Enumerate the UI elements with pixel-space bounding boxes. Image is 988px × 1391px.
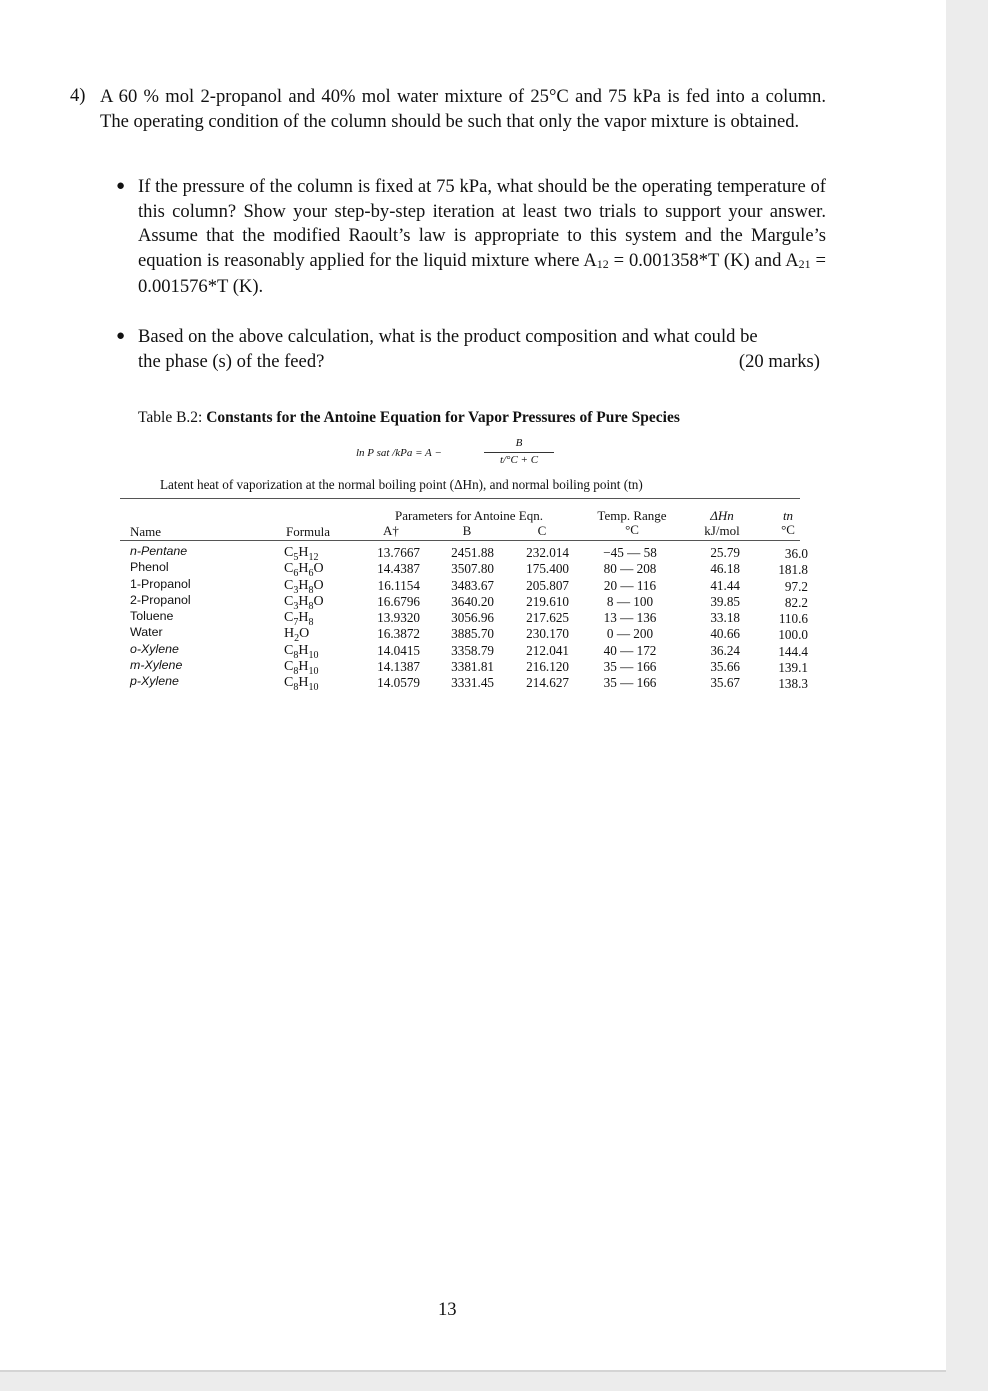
bullet-dot-icon: ● (116, 178, 126, 194)
table-cell-formula: $C_3H_8O$ (284, 593, 324, 612)
table-cell-c: 212.041 (526, 642, 569, 658)
table-cell-formula: $C_5H_{12}$ (284, 545, 319, 563)
table-cell-c: 205.807 (526, 577, 569, 593)
table-cell-b: 3483.67 (451, 577, 494, 593)
bullet-temperature-question (138, 175, 826, 300)
table-cell-b: 3358.79 (451, 642, 494, 658)
header-b: B (462, 523, 472, 538)
antoine-equation-fraction (484, 437, 554, 466)
table-cell-name: m-Xylene (130, 658, 183, 673)
marks-label: (20 marks) (738, 350, 820, 372)
table-cell-c: 217.625 (526, 610, 569, 626)
table-cell-c: 214.627 (526, 675, 569, 691)
viewer-bottom-margin (0, 1370, 946, 1391)
table-cell-tn: 82.2 (784, 594, 808, 610)
table-cell-a: 16.6796 (377, 593, 420, 609)
table-cell-b: 3507.80 (451, 561, 494, 577)
table-cell-b: 2451.88 (451, 545, 494, 560)
table-cell-b: 3056.96 (451, 610, 494, 626)
table-cell-temp-range: 40 — 172 (603, 642, 657, 658)
table-cell-formula: $C_8H_{10}$ (284, 642, 319, 661)
table-cell-a: 14.1387 (377, 659, 420, 675)
header-delta-h: ΔHn (710, 508, 734, 523)
table-cell-c: 219.610 (526, 593, 569, 609)
header-a: A† (383, 523, 399, 538)
table-cell-name: 1-Propanol (130, 576, 191, 591)
table-cell-c: 216.120 (526, 659, 569, 675)
table-cell-b: 3331.45 (451, 675, 494, 691)
table-cell-delta-h: 35.67 (710, 675, 740, 691)
page-number: 13 (438, 1299, 457, 1320)
table-cell-c: 232.014 (526, 545, 569, 560)
table-cell-b: 3381.81 (451, 659, 494, 675)
antoine-equation-left: ln P sat /kPa = A − (356, 447, 442, 459)
bullet-composition-question (138, 325, 826, 374)
header-name: Name (130, 524, 162, 539)
a21-value: = 0.001576*T (K). (138, 250, 826, 297)
header-delta-h-unit: kJ/mol (704, 523, 740, 538)
table-cell-tn: 138.3 (778, 676, 808, 692)
header-antoine-params: Parameters for Antoine Eqn. (394, 508, 543, 523)
c-column (510, 545, 569, 692)
formula-column (284, 545, 324, 692)
table-cell-temp-range: 0 — 200 (606, 626, 654, 642)
table-cell-tn: 144.4 (778, 643, 808, 659)
table-cell-formula: $C_6H_6O$ (284, 561, 324, 580)
equation-numerator: B (515, 437, 523, 449)
table-cell-tn: 181.8 (778, 562, 808, 578)
table-cell-name: Toluene (130, 609, 174, 624)
table-cell-name: Water (130, 625, 163, 640)
header-temp-unit: °C (625, 522, 639, 537)
a21-subscript: 21 (798, 257, 811, 272)
a21-label: A (785, 250, 799, 272)
bullet-dot-icon: ● (116, 328, 126, 344)
table-cell-delta-h: 40.66 (710, 626, 740, 642)
table-cell-temp-range: 13 — 136 (603, 610, 657, 626)
table-title-text: Constants for the Antoine Equation for Vapor Pressures of Pure Species (206, 409, 680, 426)
temp-range-column (588, 545, 672, 692)
table-cell-a: 14.0415 (377, 642, 420, 658)
table-cell-delta-h: 46.18 (710, 561, 740, 577)
header-formula: Formula (286, 524, 331, 539)
header-tn-unit: °C (781, 522, 795, 537)
header-c: C (537, 523, 547, 538)
table-cell-temp-range: 80 — 208 (603, 561, 657, 577)
table-cell-b: 3885.70 (451, 626, 494, 642)
table-cell-a: 16.1154 (377, 577, 420, 593)
table-cell-formula: $C_7H_8$ (284, 610, 314, 628)
equation-denominator: t/°C + C (499, 454, 539, 466)
table-cell-temp-range: −45 — 58 (603, 545, 657, 560)
table-cell-tn: 97.2 (784, 578, 808, 594)
a12-subscript: 12 (596, 257, 609, 272)
question-number: 4) (70, 85, 86, 106)
table-cell-temp-range: 35 — 166 (603, 675, 657, 691)
table-cell-tn: 110.6 (778, 611, 808, 627)
a12-value: = 0.001358*T (K) and (608, 250, 786, 272)
table-cell-temp-range: 20 — 116 (603, 577, 657, 593)
table-cell-delta-h: 36.24 (710, 642, 740, 658)
table-cell-a: 13.7667 (377, 545, 420, 560)
table-cell-delta-h: 41.44 (710, 577, 740, 593)
table-cell-name: Phenol (130, 560, 169, 575)
bullet-text-line: the phase (s) of the feed? (138, 350, 325, 372)
tn-column (762, 546, 808, 693)
table-cell-a: 13.9320 (377, 610, 420, 626)
table-cell-a: 14.0579 (377, 675, 420, 691)
table-cell-tn: 36.0 (784, 546, 808, 561)
table-cell-b: 3640.20 (451, 593, 494, 609)
a-column (362, 545, 420, 692)
table-cell-a: 16.3872 (377, 626, 420, 642)
delta-h-column (692, 545, 740, 692)
bullet-text: If the pressure of the column is fixed at 75 kPa, what should be the operating temperature of this column? Show your step-by-step iteration at least two trials to support your answer. Assume that the modified Raoult’s law is appropriate to this system and the Margule’s equation is reasonably applied for the liquid mixture where (138, 176, 826, 272)
table-cell-c: 230.170 (526, 626, 569, 642)
viewer-right-margin (946, 0, 988, 1391)
table-cell-delta-h: 25.79 (710, 545, 740, 560)
table-cell-name: o-Xylene (130, 641, 179, 656)
table-cell-formula: $C_8H_{10}$ (284, 675, 319, 694)
a12-label: A (583, 250, 597, 272)
bullet-text-line: Based on the above calculation, what is the product composition and what could be (138, 326, 758, 347)
table-cell-temp-range: 8 — 100 (606, 593, 654, 609)
table-cell-formula: $C_3H_8O$ (284, 577, 324, 596)
table-cell-name: 2-Propanol (130, 592, 191, 607)
table-cell-formula: $H_2O$ (284, 626, 310, 645)
table-cell-formula: $C_8H_{10}$ (284, 659, 319, 677)
name-column (130, 543, 191, 690)
table-cell-delta-h: 33.18 (710, 610, 740, 626)
table-cell-temp-range: 35 — 166 (603, 659, 657, 675)
header-rule (120, 540, 800, 541)
table-cell-name: n-Pentane (130, 544, 188, 558)
table-cell-c: 175.400 (526, 561, 569, 577)
table-label: Table B.2: (138, 409, 203, 426)
header-tn: tn (782, 508, 794, 523)
latent-heat-note: Latent heat of vaporization at the normal boiling point (ΔHn), and normal boiling point (tn) (160, 477, 643, 492)
question-text: A 60 % mol 2-propanol and 40% mol water mixture of 25°C and 75 kPa is fed into a column. The operating condition of the column should be such that only the vapor mixture is obtained. (100, 86, 826, 132)
table-cell-a: 14.4387 (377, 561, 420, 577)
table-cell-tn: 139.1 (778, 660, 808, 676)
table-title (138, 409, 680, 427)
table-cell-delta-h: 39.85 (710, 593, 740, 609)
header-temp-range: Temp. Range (597, 508, 667, 523)
table-cell-name: p-Xylene (130, 674, 179, 689)
table-cell-tn: 100.0 (778, 627, 808, 643)
table-cell-delta-h: 35.66 (710, 659, 740, 675)
table-top-rule (120, 498, 800, 499)
b-column (436, 545, 494, 692)
